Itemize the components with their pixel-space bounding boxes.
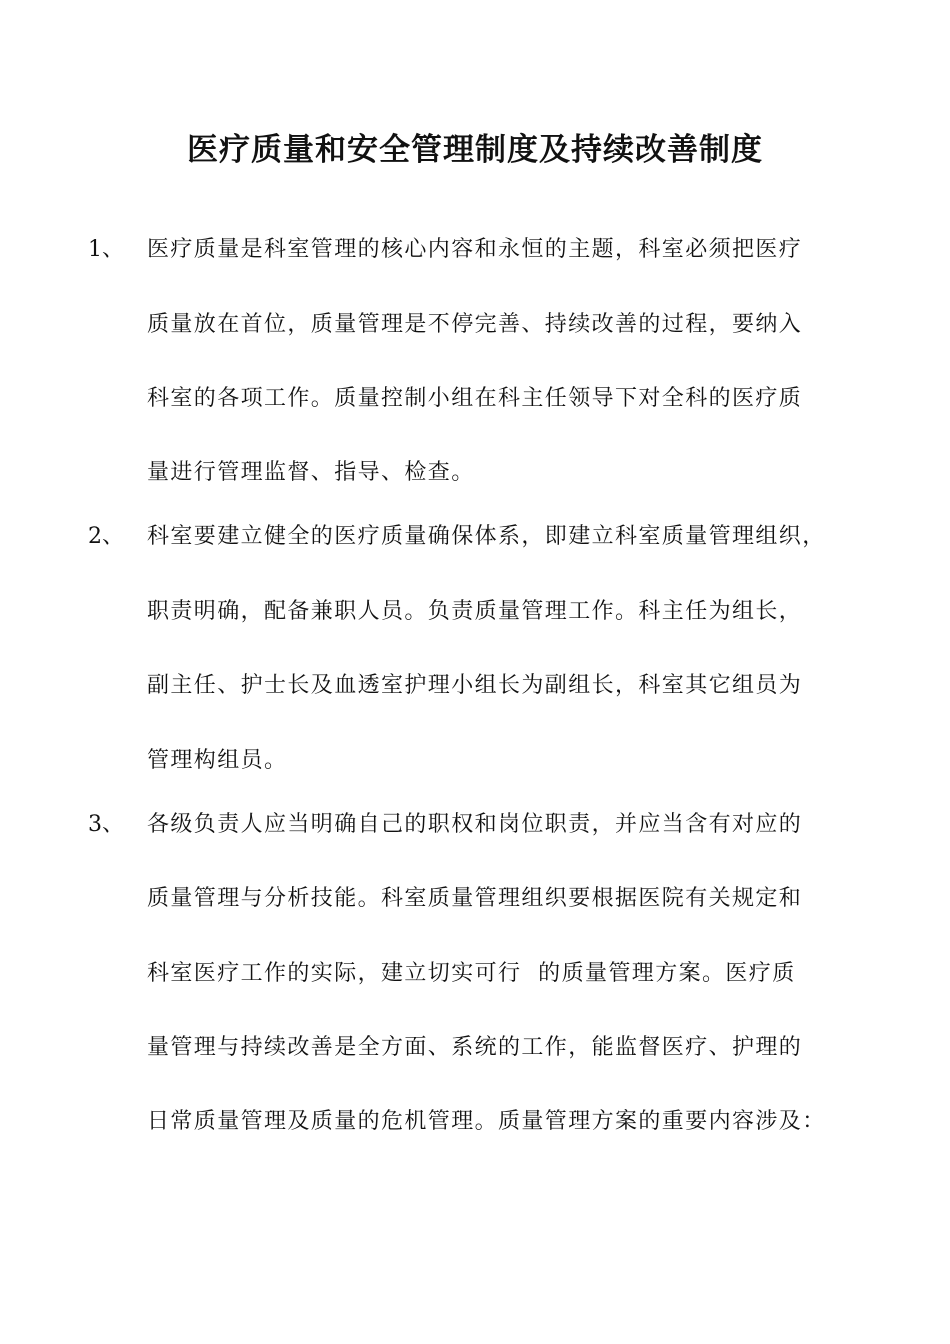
- item-text-line: 质量放在首位，质量管理是不停完善、持续改善的过程，要纳入: [147, 312, 803, 337]
- document-title: 医疗质量和安全管理制度及持续改善制度: [187, 132, 763, 168]
- item-text-line: 科室要建立健全的医疗质量确保体系，即建立科室质量管理组织，: [147, 524, 826, 549]
- item-text-line: 量进行管理监督、指导、检查。: [147, 460, 475, 485]
- item-text-line: 医疗质量是科室管理的核心内容和永恒的主题，科室必须把医疗: [147, 237, 803, 262]
- item-text-line: 各级负责人应当明确自己的职权和岗位职责，并应当含有对应的: [147, 812, 803, 837]
- item-number: 1、: [88, 237, 124, 262]
- item-number: 2、: [88, 524, 124, 549]
- item-text-line: 质量管理与分析技能。科室质量管理组织要根据医院有关规定和: [147, 886, 803, 911]
- item-number: 3、: [88, 812, 124, 837]
- item-text-line: 职责明确，配备兼职人员。负责质量管理工作。科主任为组长，: [147, 599, 803, 624]
- item-text-line: 科室医疗工作的实际，建立切实可行 的质量管理方案。医疗质: [147, 961, 796, 986]
- item-text-line: 日常质量管理及质量的危机管理。质量管理方案的重要内容涉及：: [147, 1109, 826, 1134]
- item-text-line: 科室的各项工作。质量控制小组在科主任领导下对全科的医疗质: [147, 386, 803, 411]
- item-text-line: 管理构组员。: [147, 748, 288, 773]
- item-text-line: 量管理与持续改善是全方面、系统的工作，能监督医疗、护理的: [147, 1035, 803, 1060]
- item-text-line: 副主任、护士长及血透室护理小组长为副组长，科室其它组员为: [147, 673, 803, 698]
